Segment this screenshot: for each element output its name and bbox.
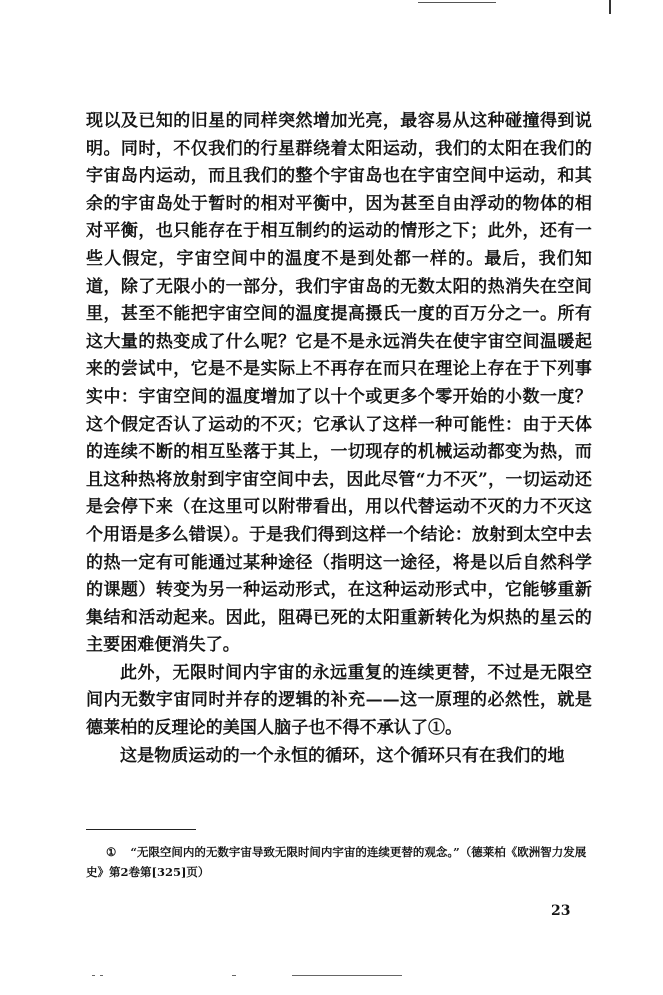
top-edge-rule: [418, 2, 496, 3]
page-number: 23: [551, 903, 571, 919]
footnote-text: “无限空间内的无数宇宙导致无限时间内宇宙的连续更替的观念。”（德莱柏《欧洲智力发展史》第2卷第[325]页）: [86, 845, 587, 879]
main-text: [86, 108, 592, 770]
paragraph-2: 此外，无限时间内宇宙的永远重复的连续更替，不过是无限空间内无数宇宙同时并存的逻辑的补充——这一原理的必然性，就是德莱柏的反理论的美国人脑子也不得不承认了①。: [86, 662, 592, 739]
paragraph-1: 现以及已知的旧星的同样突然增加光亮，最容易从这种碰撞得到说明。同时，不仅我们的行星群绕着太阳运动，我们的太阳在我们的宇宙岛内运动，而且我们的整个宇宙岛也在宇宙空间中运动，和其余的宇宙岛处于暂时的相对平衡中，因为甚至自由浮动的物体的相对平衡，也只能存在于相互制约的运动的情形之下；此外，还有一些人假定，宇宙空间中的温度不是到处都一样的。最后，我们知道，除了无限小的一部分，我们宇宙岛的无数太阳的热消失在空间里，甚至不能把宇宙空间的温度提高摄氏一度的百万分之一。所有这大量的热变成了什么呢？它是不是永远消失在使宇宙空间温暖起来的尝试中，它是不是实际上不再存在而只在理论上存在于下列事实中：宇宙空间的温度增加了以十个或更多个零开始的小数一度？这个假定否认了运动的不灭；它承认了这样一种可能性：由于天体的连续不断的相互坠落于其上，一切现存的机械运动都变为热，而且这种热将放射到宇宙空间中去，因此尽管“力不灭”，一切运动还是会停下来（在这里可以附带看出，用以代替运动不灭的力不灭这个用语是多么错误）。于是我们得到这样一个结论：放射到太空中去的热一定有可能通过某种途径（指明这一途径，将是以后自然科学的课题）转变为另一种运动形式，在这种运动形式中，它能够重新集结和活动起来。因此，阻碍已死的太阳重新转化为炽热的星云的主要困难便消失了。: [86, 111, 592, 656]
footnote: [86, 842, 596, 882]
top-edge-mark: [609, 0, 611, 14]
footnote-marker: ①: [106, 845, 117, 859]
footnote-separator: [86, 829, 196, 830]
bottom-edge-marks: [92, 975, 412, 979]
paragraph-3: 这是物质运动的一个永恒的循环，这个循环只有在我们的地: [120, 745, 565, 766]
